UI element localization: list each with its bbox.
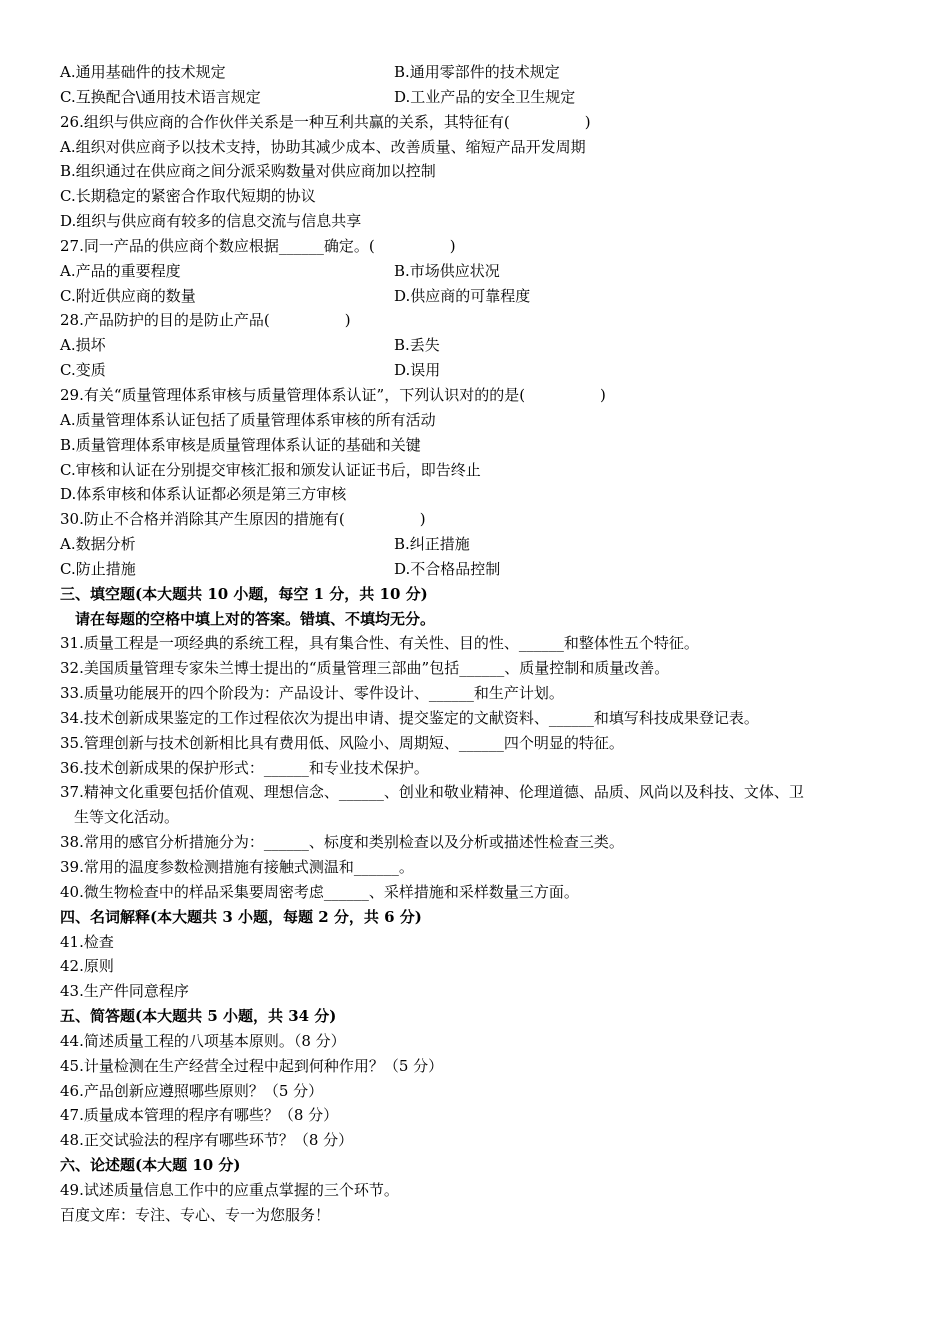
q29-option-a: A.质量管理体系认证包括了质量管理体系审核的所有活动 (60, 410, 436, 429)
question-37: 37.精神文化重要包括价值观、理想信念、______、创业和敬业精神、伦理道德、品质、风尚以及科技、文体、卫 (60, 783, 804, 802)
q25-option-a: A.通用基础件的技术规定 (60, 63, 226, 81)
q25-option-d: D.工业产品的安全卫生规定 (394, 87, 576, 106)
section-5-title: 五、简答题(本大题共 5 小题，共 34 分) (60, 1007, 337, 1026)
q30-option-d: D.不合格品控制 (394, 559, 501, 578)
q27-option-b: B.市场供应状况 (394, 261, 500, 280)
question-38: 38.常用的感官分析措施分为：______、标度和类别检查以及分析或描述性检查三类。 (60, 833, 624, 852)
q30-options-row-2 (60, 557, 900, 582)
q27-option-a: A.产品的重要程度 (60, 261, 181, 280)
q27-option-c: C.附近供应商的数量 (60, 286, 196, 305)
question-45: 45.计量检测在生产经营全过程中起到何种作用？（5 分） (60, 1056, 444, 1075)
question-30: 30.防止不合格并消除其产生原因的措施有( ) (60, 510, 426, 529)
question-39: 39.常用的温度参数检测措施有接触式测温和______。 (60, 858, 414, 876)
q27-options-row-2 (60, 284, 900, 309)
question-44: 44.简述质量工程的八项基本原则。（8 分） (60, 1031, 346, 1050)
question-42: 42.原则 (60, 957, 114, 976)
q25-option-b: B.通用零部件的技术规定 (394, 63, 560, 81)
q28-option-b: B.丢失 (394, 336, 440, 355)
question-40: 40.微生物检查中的样品采集要周密考虑______、采样措施和采样数量三方面。 (60, 882, 579, 901)
question-36: 36.技术创新成果的保护形式：______和专业技术保护。 (60, 758, 429, 777)
section-3-title: 三、填空题(本大题共 10 小题，每空 1 分，共 10 分) (60, 584, 428, 603)
q28-option-d: D.误用 (394, 361, 441, 380)
section-6-title: 六、论述题(本大题 10 分) (60, 1156, 241, 1175)
q25-option-c: C.互换配合\通用技术语言规定 (60, 87, 261, 106)
q30-option-c: C.防止措施 (60, 559, 136, 578)
q30-option-b: B.纠正措施 (394, 535, 470, 554)
question-32: 32.美国质量管理专家朱兰博士提出的“质量管理三部曲”包括______、质量控制和质量改善。 (60, 659, 670, 678)
question-46: 46.产品创新应遵照哪些原则？（5 分） (60, 1081, 324, 1100)
question-27: 27.同一产品的供应商个数应根据______确定。( ) (60, 236, 456, 255)
question-34: 34.技术创新成果鉴定的工作过程依次为提出申请、提交鉴定的文献资料、______和填写科技成果登记表。 (60, 708, 759, 727)
question-47: 47.质量成本管理的程序有哪些？（8 分） (60, 1106, 339, 1125)
q30-options-row-1 (60, 532, 900, 557)
question-31: 31.质量工程是一项经典的系统工程，具有集合性、有关性、目的性、______和整体性五个特征。 (60, 634, 699, 653)
q26-option-b: B.组织通过在供应商之间分派采购数量对供应商加以控制 (60, 162, 436, 181)
question-37-continuation-text: 生等文化活动。 (74, 808, 180, 827)
q29-option-c: C.审核和认证在分别提交审核汇报和颁发认证证书后，即告终止 (60, 460, 481, 479)
q25-options-row-1 (60, 60, 900, 85)
q28-option-a: A.损坏 (60, 336, 106, 355)
question-43: 43.生产件同意程序 (60, 982, 189, 1001)
q28-options-row-1 (60, 333, 900, 358)
q28-options-row-2 (60, 358, 900, 383)
question-33: 33.质量功能展开的四个阶段为：产品设计、零件设计、______和生产计划。 (60, 684, 564, 703)
question-41: 41.检查 (60, 932, 114, 951)
q30-option-a: A.数据分析 (60, 535, 136, 554)
footer-text: 百度文库：专注、专心、专一为您服务！ (60, 1205, 331, 1224)
question-29: 29.有关“质量管理体系审核与质量管理体系认证”，下列认识对的的是( ) (60, 385, 606, 404)
question-48: 48.正交试验法的程序有哪些环节？（8 分） (60, 1131, 354, 1150)
q27-options-row-1 (60, 259, 900, 284)
q29-option-b: B.质量管理体系审核是质量管理体系认证的基础和关键 (60, 435, 421, 454)
q27-option-d: D.供应商的可靠程度 (394, 286, 531, 305)
section-4-title: 四、名词解释(本大题共 3 小题，每题 2 分，共 6 分) (60, 907, 422, 926)
q29-option-d: D.体系审核和体系认证都必须是第三方审核 (60, 485, 347, 504)
section-3-instructions: 请在每题的空格中填上对的答案。错填、不填均无分。 (60, 609, 436, 628)
question-37-continuation (60, 805, 900, 830)
q25-options-row-2 (60, 85, 900, 110)
q26-option-c: C.长期稳定的紧密合作取代短期的协议 (60, 187, 316, 206)
question-35: 35.管理创新与技术创新相比具有费用低、风险小、周期短、______四个明显的特征。 (60, 733, 624, 752)
question-28: 28.产品防护的目的是防止产品( ) (60, 311, 351, 330)
question-26: 26.组织与供应商的合作伙伴关系是一种互利共赢的关系，其特征有( ) (60, 112, 591, 131)
q28-option-c: C.变质 (60, 361, 106, 380)
exam-page (60, 60, 900, 1228)
q26-option-a: A.组织对供应商予以技术支持，协助其减少成本、改善质量、缩短产品开发周期 (60, 137, 586, 156)
question-49: 49.试述质量信息工作中的应重点掌握的三个环节。 (60, 1180, 399, 1199)
q26-option-d: D.组织与供应商有较多的信息交流与信息共享 (60, 212, 362, 231)
